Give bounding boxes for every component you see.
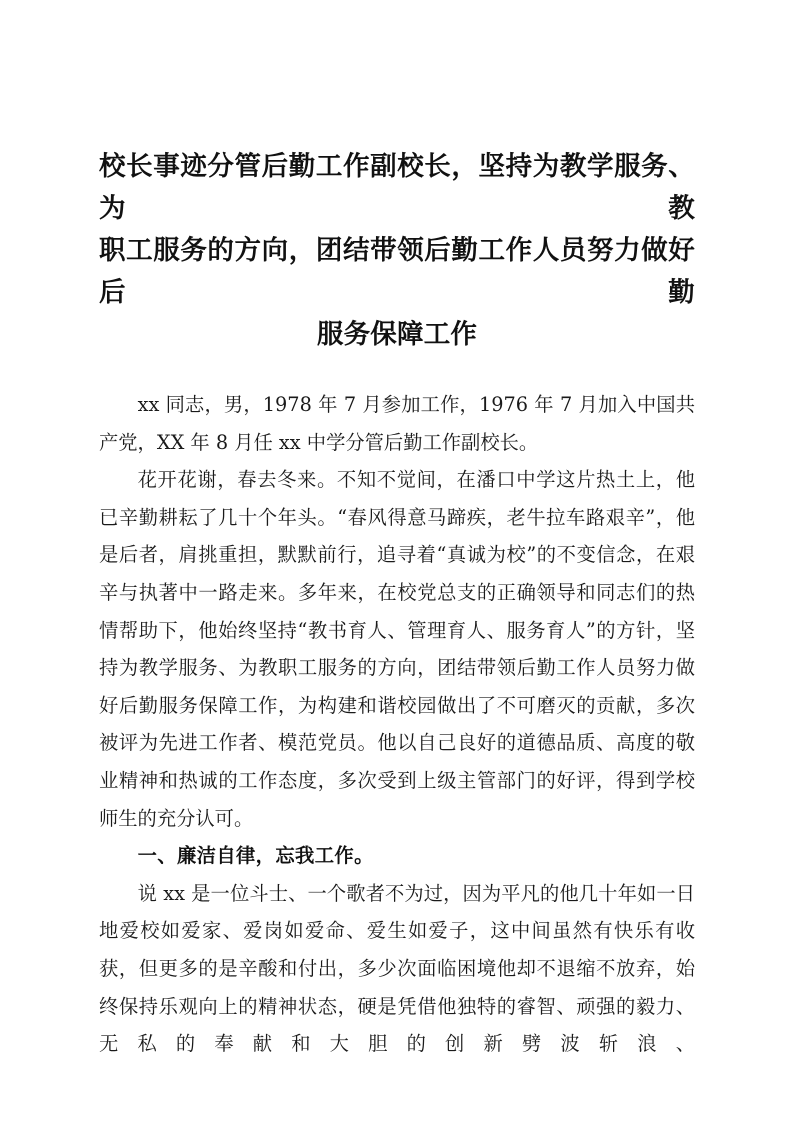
paragraph-section-1-body: 说 xx 是一位斗士、一个歌者不为过，因为平凡的他几十年如一日地爱校如爱家、爱岗如爱命、爱生如爱子，这中间虽然有快乐有收获，但更多的是辛酸和付出，多少次面临困境他却不退缩不放弃，始终保持乐观向上的精神状态，硬是凭借他独特的睿智、顽强的毅力、无私的奉献和大胆的创新劈波斩浪、 (99, 881, 695, 1056)
title-line-2: 职工服务的方向，团结带领后勤工作人员努力做好后勤 (99, 235, 695, 308)
paragraph-intro: xx 同志，男，1978 年 7 月参加工作，1976 年 7 月加入中国共产党，XX 年 8 月任 xx 中学分管后勤工作副校长。 (99, 393, 695, 454)
page-title (99, 146, 695, 356)
document-content (99, 146, 695, 1063)
section-heading-1: 一、廉洁自律，忘我工作。 (137, 844, 374, 868)
title-line-1: 校长事迹分管后勤工作副校长，坚持为教学服务、为教 (99, 151, 695, 224)
title-line-3: 服务保障工作 (316, 319, 478, 350)
paragraph-overview: 花开花谢，春去冬来。不知不觉间，在潘口中学这片热土上，他已辛勤耕耘了几十个年头。“春风得意马蹄疾，老牛拉车路艰辛”，他是后者，肩挑重担，默默前行，追寻着“真诚为校”的不变信念，在艰辛与执著中一路走来。多年来，在校党总支的正确领导和同志们的热情帮助下，他始终坚持“教书育人、管理育人、服务育人”的方针，坚持为教学服务、为教职工服务的方向，团结带领后勤工作人员努力做好后勤服务保障工作，为构建和谐校园做出了不可磨灭的贡献，多次被评为先进工作者、模范党员。他以自己良好的道德品质、高度的敬业精神和热诚的工作态度，多次受到上级主管部门的好评，得到学校师生的充分认可。 (99, 468, 695, 830)
document-body (99, 386, 695, 1063)
